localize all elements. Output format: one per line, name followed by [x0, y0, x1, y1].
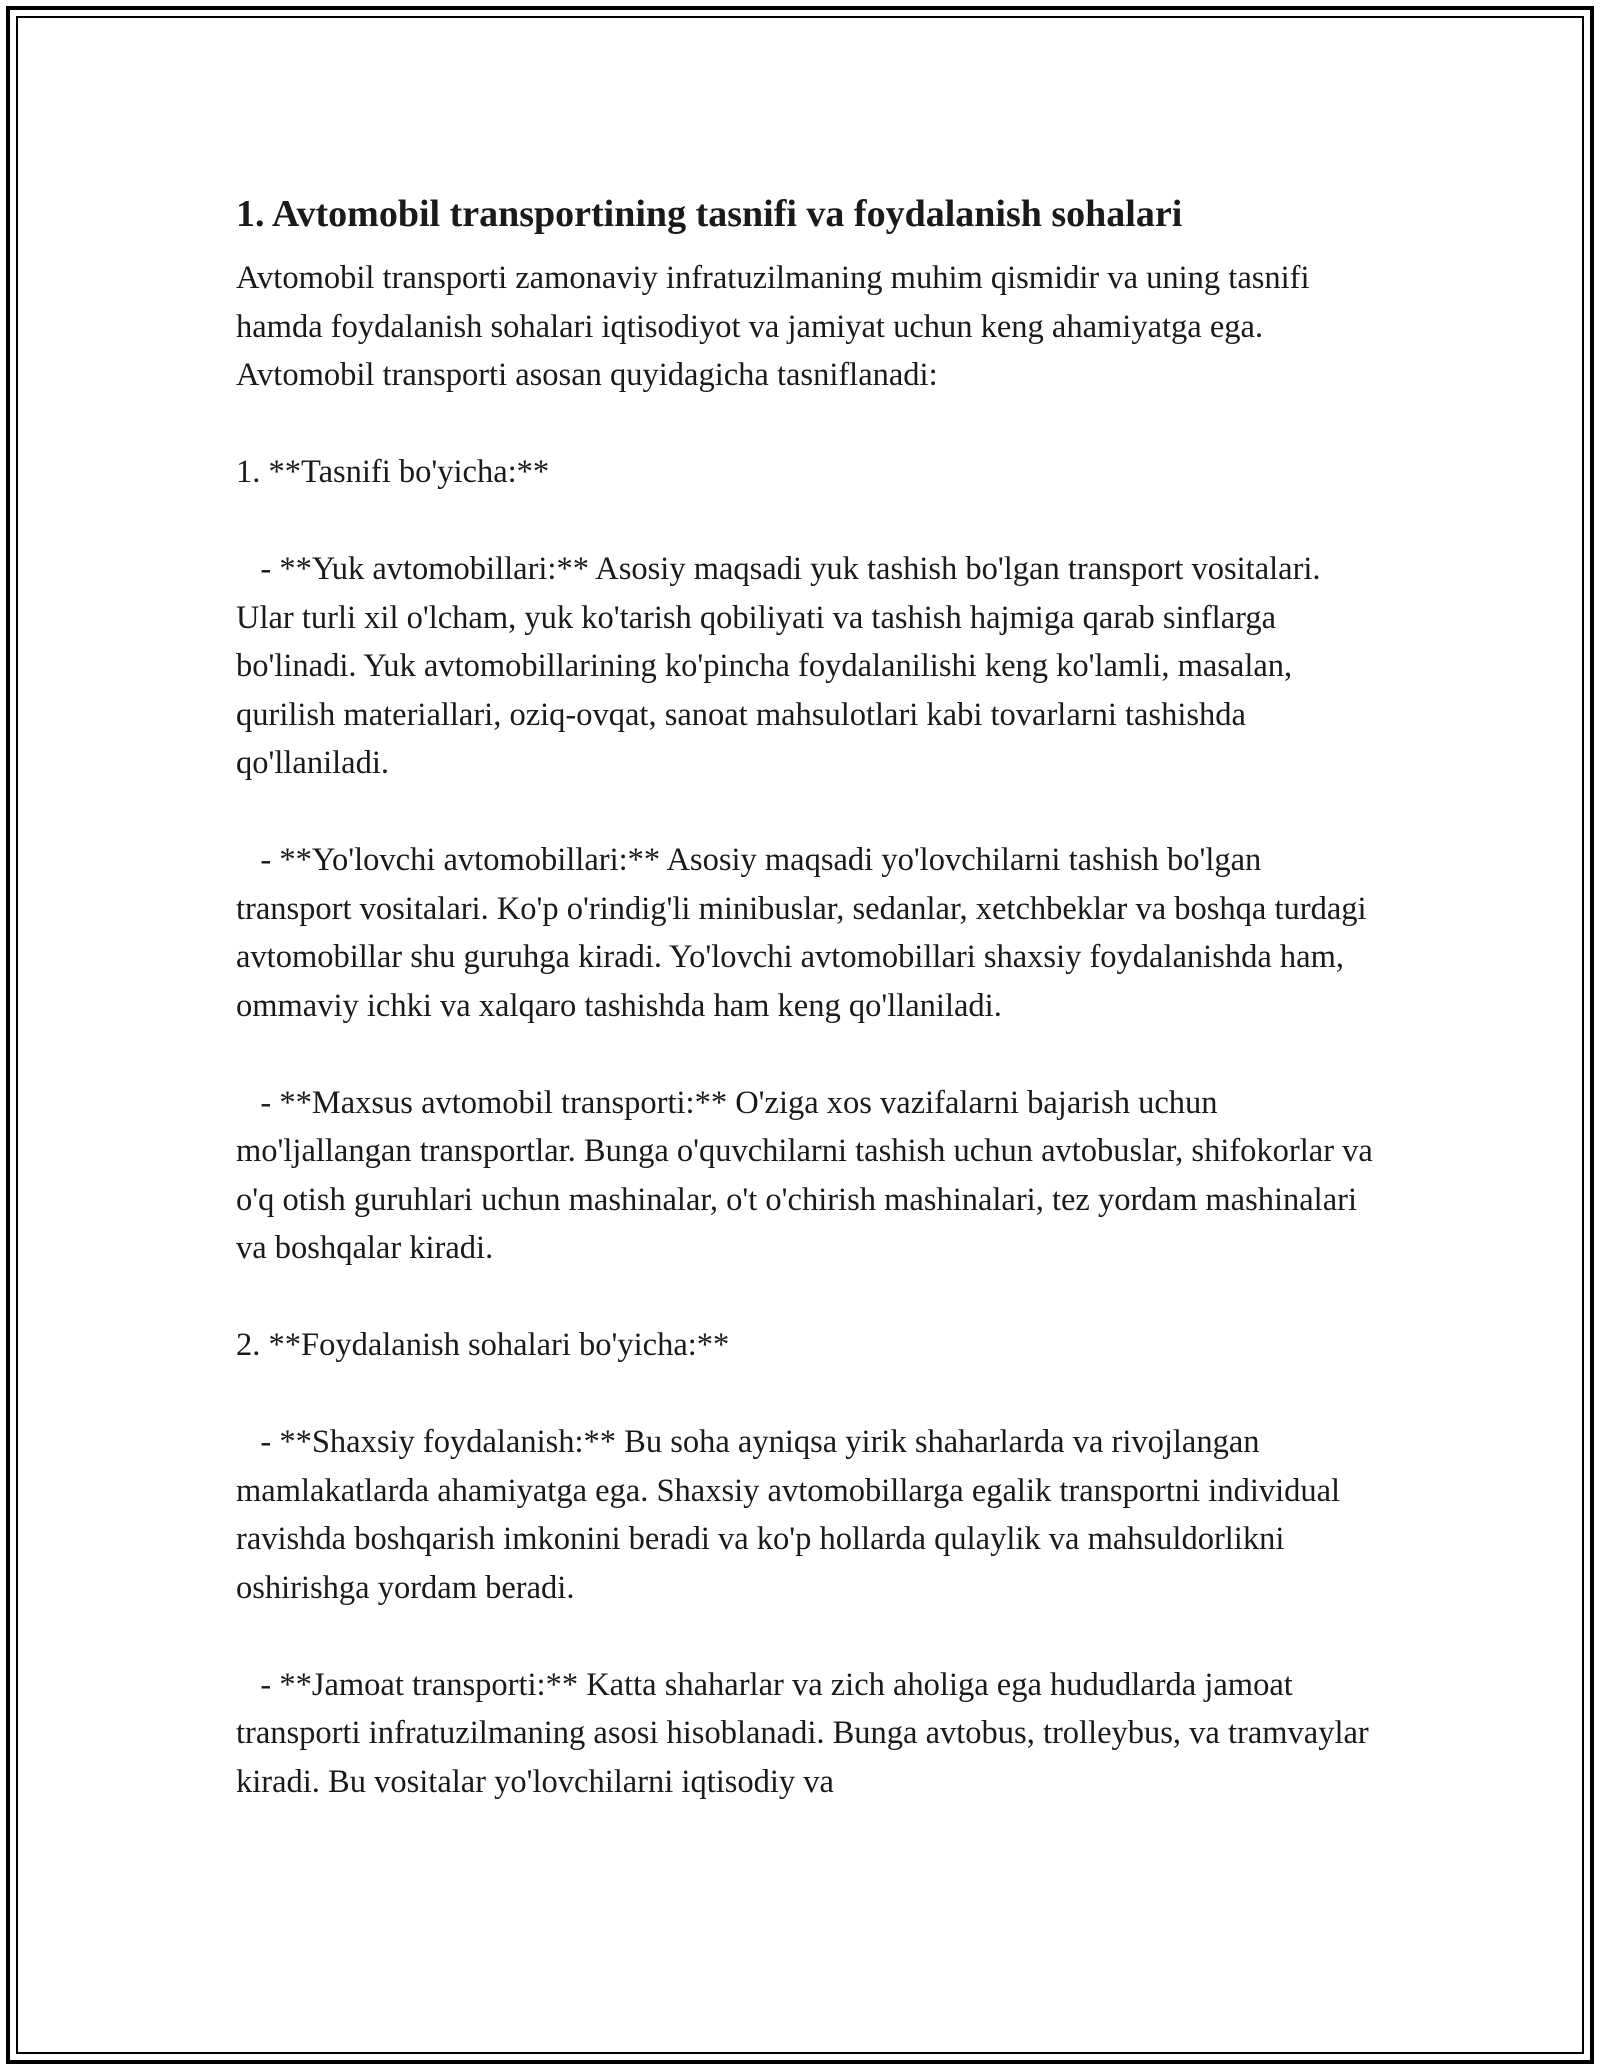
- list-item-special-vehicles: - **Maxsus avtomobil transporti:** O'ziga xos vazifalarni bajarish uchun mo'ljallangan transportlar. Bunga o'quvchilarni tashish uchun avtobuslar, shifokorlar va o'q otish guruhlari uchun mashinalar, o't o'chirish mashinalari, tez yordam mashinalari va boshqalar kiradi.: [236, 1084, 1381, 1266]
- section-heading-usage-areas: 2. **Foydalanish sohalari bo'yicha:**: [236, 1327, 730, 1363]
- list-item-public-transport: - **Jamoat transporti:** Katta shaharlar va zich aholiga ega hududlarda jamoat transporti infratuzilmaning asosi hisoblanadi. Bunga avtobus, trolleybus, va tramvaylar kiradi. Bu vositalar yo'lovchilarni iqtisodiy va: [236, 1666, 1377, 1800]
- intro-paragraph: Avtomobil transporti zamonaviy infratuzilmaning muhim qismidir va uning tasnifi hamda foydalanish sohalari iqtisodiyot va jamiyat uchun keng ahamiyatga ega. Avtomobil transporti asosan quyidagicha tasniflanadi:: [236, 260, 1318, 393]
- list-item-cargo-vehicles: - **Yuk avtomobillari:** Asosiy maqsadi yuk tashish bo'lgan transport vositalari. Ular turli xil o'lcham, yuk ko'tarish qobiliyati va tashish hajmiga qarab sinflarga bo'linadi. Yuk avtomobillarining ko'pincha foydalanilishi keng ko'lamli, masalan, qurilish materiallari, oziq-ovqat, sanoat mahsulotlari kabi tovarlarni tashishda qo'llaniladi.: [236, 551, 1329, 781]
- section-heading-classification: 1. **Tasnifi bo'yicha:**: [236, 454, 550, 490]
- list-item-personal-use: - **Shaxsiy foydalanish:** Bu soha ayniqsa yirik shaharlarda va rivojlangan mamlakatlarda ahamiyatga ega. Shaxsiy avtomobillarga egalik transportni individual ravishda boshqarish imkonini beradi va ko'p hollarda qulaylik va mahsuldorlikni oshirishga yordam beradi.: [236, 1424, 1349, 1606]
- document-title: 1. Avtomobil transportining tasnifi va foydalanish sohalari: [236, 193, 1183, 235]
- list-item-passenger-vehicles: - **Yo'lovchi avtomobillari:** Asosiy maqsadi yo'lovchilarni tashish bo'lgan transport vositalari. Ko'p o'rindig'li minibuslar, sedanlar, xetchbeklar va boshqa turdagi avtomobillar shu guruhga kiradi. Yo'lovchi avtomobillari shaxsiy foydalanishda ham, ommaviy ichki va xalqaro tashishda ham keng qo'llaniladi.: [236, 842, 1375, 1024]
- document-body: [236, 188, 1381, 1855]
